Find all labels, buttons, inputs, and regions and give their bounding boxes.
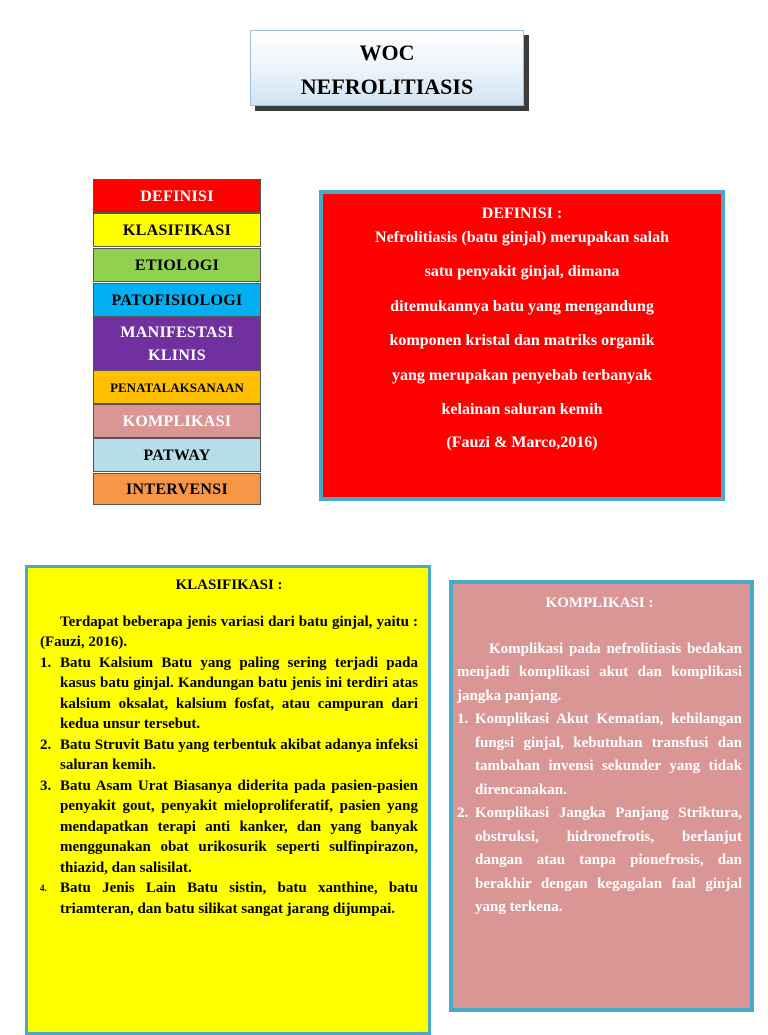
list-item: [457, 708, 742, 802]
definisi-line: komponen kristal dan matriks organik: [389, 332, 655, 349]
definisi-line: satu penyakit ginjal, dimana: [424, 263, 620, 280]
nav-item-patofisiologi[interactable]: PATOFISIOLOGI: [93, 283, 261, 317]
list-item-number: 2.: [40, 736, 52, 753]
list-item: [40, 735, 418, 776]
title-line-1: WOC: [359, 40, 415, 65]
list-item: [40, 776, 418, 879]
page-title: [250, 30, 524, 106]
definisi-heading: DEFINISI :: [481, 205, 563, 222]
definisi-line: kelainan saluran kemih: [441, 401, 603, 418]
list-item-text: Batu Struvit Batu yang terbentuk akibat adanya infeksi saluran kemih.: [60, 736, 418, 773]
nav-item-klasifikasi[interactable]: KLASIFIKASI: [93, 213, 261, 247]
komplikasi-heading: KOMPLIKASI :: [545, 595, 654, 611]
nav-item-komplikasi[interactable]: KOMPLIKASI: [93, 404, 261, 438]
nav-item-definisi[interactable]: DEFINISI: [93, 179, 261, 213]
list-item: [457, 802, 742, 920]
list-item-text: Komplikasi Jangka Panjang Striktura, obstruksi, hidronefrotis, berlanjut dangan atau tanpa pionefrosis, dan berakhir dengan kegagalan faal ginjal yang terkena.: [475, 805, 742, 915]
definisi-citation: (Fauzi & Marco,2016): [446, 433, 598, 451]
list-item-text: Batu Asam Urat Biasanya diderita pada pasien-pasien penyakit gout, penyakit mieloproliferatif, pasien yang mendapatkan terapi anti kanker, dan yang banyak menggunakan obat urikosurik seperti sulfinpirazon, thiazid, dan salisilat.: [60, 777, 418, 876]
definisi-line: Nefrolitiasis (batu ginjal) merupakan salah: [375, 229, 669, 246]
komplikasi-panel: [449, 580, 754, 1012]
list-item-text: Komplikasi Akut Kematian, kehilangan fungsi ginjal, kebutuhan transfusi dan tambahan invensi sekunder yang tidak direncanakan.: [475, 711, 742, 798]
list-item-text: Batu Kalsium Batu yang paling sering terjadi pada kasus batu ginjal. Kandungan batu jenis ini terdiri atas kalsium oksalat, kalsium fosfat, atau campuran dari kedua unsur tersebut.: [60, 654, 418, 732]
list-item-number: 4.: [40, 883, 47, 893]
nav-item-manifestasi-label: MANIFESTASI KLINIS: [120, 323, 234, 364]
title-line-2: NEFROLITIASIS: [300, 74, 474, 99]
list-item-text: Batu Jenis Lain Batu sistin, batu xanthine, batu triamteran, dan batu silikat sangat jarang dijumpai.: [60, 880, 418, 917]
list-item-number: 2.: [457, 805, 469, 821]
nav-item-etiologi[interactable]: ETIOLOGI: [93, 248, 261, 282]
list-item-number: 1.: [40, 654, 52, 671]
komplikasi-intro: Komplikasi pada nefrolitiasis bedakan menjadi komplikasi akut dan komplikasi jangka panjang.: [457, 640, 742, 704]
nav-item-manifestasi-klinis[interactable]: [93, 317, 261, 370]
list-item-number: 3.: [40, 777, 52, 794]
list-item: [40, 878, 418, 919]
list-item-number: 1.: [457, 711, 469, 727]
nav-item-intervensi[interactable]: INTERVENSI: [93, 473, 261, 505]
nav-item-patway[interactable]: PATWAY: [93, 438, 261, 472]
klasifikasi-heading: KLASIFIKASI :: [175, 577, 283, 593]
definisi-line: ditemukannya batu yang mengandung: [390, 297, 654, 315]
definisi-panel: [319, 190, 725, 501]
klasifikasi-intro: Terdapat beberapa jenis variasi dari batu ginjal, yaitu : (Fauzi, 2016).: [40, 613, 418, 650]
list-item: [40, 653, 418, 735]
definisi-line: yang merupakan penyebab terbanyak: [391, 366, 653, 384]
nav-item-penatalaksanaan[interactable]: PENATALAKSANAAN: [93, 370, 261, 404]
klasifikasi-panel: [25, 565, 431, 1035]
